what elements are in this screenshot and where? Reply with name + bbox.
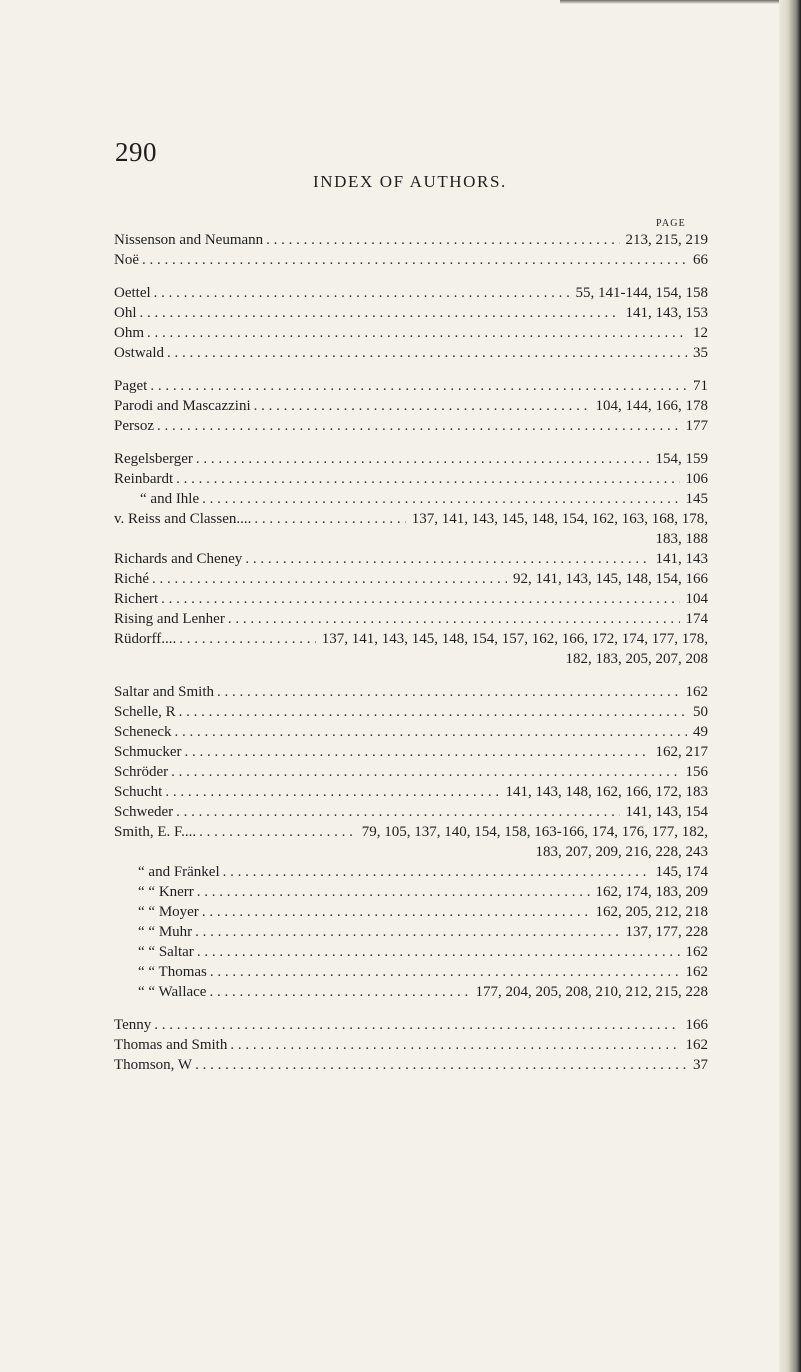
dot-leader: [171, 762, 679, 782]
dot-leader: [195, 1055, 687, 1075]
page-references: 104, 144, 166, 178: [595, 398, 708, 414]
index-entry: [114, 509, 708, 529]
dot-leader: [202, 902, 590, 922]
dot-leader: [154, 283, 570, 303]
index-entry: [114, 489, 708, 509]
index-entry: [114, 722, 708, 742]
dot-leader: [254, 396, 590, 416]
page-references: 92, 141, 143, 145, 148, 154, 166: [513, 571, 708, 587]
page-references: 55, 141-144, 154, 158: [575, 285, 708, 301]
page-references: 156: [685, 764, 708, 780]
dot-leader: [167, 343, 687, 363]
dot-leader: [176, 469, 679, 489]
index-entry: [114, 702, 708, 722]
index-entry: [114, 549, 708, 569]
page-references: 66: [693, 252, 708, 268]
index-entry: [114, 922, 708, 942]
page-references: 137, 177, 228: [625, 924, 708, 940]
author-index: [114, 230, 708, 1075]
author-name: “ “ Knerr: [138, 884, 194, 900]
index-entry: [114, 1055, 708, 1075]
author-name: Persoz: [114, 418, 154, 434]
dot-leader: [197, 942, 680, 962]
author-name: Noë: [114, 252, 139, 268]
author-name: v. Reiss and Classen....: [114, 511, 252, 527]
index-entry: [114, 323, 708, 343]
page-references: 162, 217: [655, 744, 708, 760]
author-name: Oettel: [114, 285, 151, 301]
author-name: Ohm: [114, 325, 144, 341]
page-number: 290: [115, 137, 157, 167]
running-head: INDEX OF AUTHORS.: [313, 172, 507, 191]
dot-leader: [199, 822, 356, 842]
index-entry: [114, 469, 708, 489]
index-entry: [114, 1015, 708, 1035]
page-column-label: PAGE: [656, 218, 686, 229]
page-references: 166: [685, 1017, 708, 1033]
author-name: Regelsberger: [114, 451, 193, 467]
page-references: 154, 159: [655, 451, 708, 467]
page-references: 162: [685, 944, 708, 960]
dot-leader: [184, 742, 649, 762]
author-name: Paget: [114, 378, 148, 394]
page-references-continued: 183, 188: [655, 531, 708, 547]
dot-leader: [228, 609, 680, 629]
index-entry: [114, 376, 708, 396]
author-name: Schelle, R: [114, 704, 176, 720]
page-references-continued: 183, 207, 209, 216, 228, 243: [535, 844, 708, 860]
index-entry: [114, 982, 708, 1002]
dot-leader: [157, 416, 680, 436]
dot-leader: [202, 489, 679, 509]
index-entry: [114, 762, 708, 782]
page-references: 37: [693, 1057, 708, 1073]
page-references: 162: [685, 684, 708, 700]
dot-leader: [196, 449, 650, 469]
page-references: 79, 105, 137, 140, 154, 158, 163-166, 174, 176, 177, 182,: [361, 824, 708, 840]
index-letter-group: [114, 230, 708, 270]
author-name: Ostwald: [114, 345, 164, 361]
dot-leader: [150, 376, 687, 396]
page-references: 50: [693, 704, 708, 720]
page-references: 12: [693, 325, 708, 341]
page-references: 137, 141, 143, 145, 148, 154, 162, 163, 168, 178,: [411, 511, 708, 527]
page-references: 106: [685, 471, 708, 487]
author-name: Tenny: [114, 1017, 152, 1033]
dot-leader: [154, 1015, 679, 1035]
dot-leader: [245, 549, 649, 569]
index-letter-group: [114, 376, 708, 436]
page-references-continued: 182, 183, 205, 207, 208: [565, 651, 708, 667]
index-entry: [114, 250, 708, 270]
author-name: Schucht: [114, 784, 163, 800]
index-entry: [114, 682, 708, 702]
index-entry: [114, 942, 708, 962]
author-name: Riché: [114, 571, 149, 587]
page-references: 162, 205, 212, 218: [595, 904, 708, 920]
author-name: Thomson, W: [114, 1057, 193, 1073]
index-letter-group: [114, 682, 708, 1002]
dot-leader: [230, 1035, 679, 1055]
index-entry: [114, 230, 708, 250]
dot-leader: [197, 882, 590, 902]
author-name: Saltar and Smith: [114, 684, 214, 700]
page-references: 141, 143, 153: [625, 305, 708, 321]
page-references: 174: [685, 611, 708, 627]
dot-leader: [254, 509, 405, 529]
page-references: 49: [693, 724, 708, 740]
dot-leader: [210, 962, 680, 982]
page-references: 137, 141, 143, 145, 148, 154, 157, 162, 166, 172, 174, 177, 178,: [321, 631, 708, 647]
page-references: 213, 215, 219: [625, 232, 708, 248]
author-name: Reinbardt: [114, 471, 174, 487]
index-entry: [114, 303, 708, 323]
author-name: “ and Fränkel: [138, 864, 220, 880]
page-references: 141, 143, 148, 162, 166, 172, 183: [505, 784, 708, 800]
dot-leader: [179, 702, 687, 722]
dot-leader: [209, 982, 469, 1002]
dot-leader: [266, 230, 619, 250]
index-entry: [114, 742, 708, 762]
dot-leader: [223, 862, 650, 882]
page-references: 71: [693, 378, 708, 394]
author-name: “ “ Moyer: [138, 904, 199, 920]
index-letter-group: [114, 283, 708, 363]
author-name: Thomas and Smith: [114, 1037, 228, 1053]
author-name: Smith, E. F....: [114, 824, 197, 840]
author-name: “ “ Wallace: [138, 984, 207, 1000]
dot-leader: [174, 722, 687, 742]
page-references: 104: [685, 591, 708, 607]
index-entry: [114, 609, 708, 629]
index-entry: [114, 882, 708, 902]
index-entry: [114, 822, 708, 842]
page-references: 177, 204, 205, 208, 210, 212, 215, 228: [475, 984, 708, 1000]
author-name: Parodi and Mascazzini: [114, 398, 251, 414]
page-references: 145, 174: [655, 864, 708, 880]
page-references: 35: [693, 345, 708, 361]
index-entry: [114, 569, 708, 589]
author-name: Nissenson and Neumann: [114, 232, 264, 248]
index-entry: [114, 902, 708, 922]
dot-leader: [176, 802, 619, 822]
page-references: 145: [685, 491, 708, 507]
author-name: Rüdorff....: [114, 631, 177, 647]
index-entry: [114, 962, 708, 982]
index-entry: [114, 782, 708, 802]
index-entry: [114, 629, 708, 649]
page-references: 141, 143, 154: [625, 804, 708, 820]
author-name: “ “ Thomas: [138, 964, 207, 980]
author-name: “ “ Saltar: [138, 944, 194, 960]
page-binding-shadow: [779, 0, 801, 1372]
index-entry: [114, 802, 708, 822]
dot-leader: [217, 682, 680, 702]
dot-leader: [179, 629, 316, 649]
dot-leader: [161, 589, 679, 609]
author-name: Richert: [114, 591, 159, 607]
author-name: Schmucker: [114, 744, 182, 760]
page-references: 162, 174, 183, 209: [595, 884, 708, 900]
author-name: Rising and Lenher: [114, 611, 225, 627]
author-name: Schröder: [114, 764, 169, 780]
page-references: 141, 143: [655, 551, 708, 567]
index-entry: [114, 862, 708, 882]
author-name: Scheneck: [114, 724, 172, 740]
index-entry: [114, 589, 708, 609]
author-name: “ “ Muhr: [138, 924, 193, 940]
dot-leader: [152, 569, 507, 589]
index-entry: [114, 283, 708, 303]
index-letter-group: [114, 1015, 708, 1075]
dot-leader: [195, 922, 619, 942]
author-name: Richards and Cheney: [114, 551, 243, 567]
index-entry: [114, 416, 708, 436]
index-entry: [114, 449, 708, 469]
dot-leader: [142, 250, 687, 270]
dot-leader: [147, 323, 687, 343]
index-entry: [114, 1035, 708, 1055]
dot-leader: [140, 303, 620, 323]
page-top-shadow: [560, 0, 801, 4]
author-name: Schweder: [114, 804, 174, 820]
page-references: 162: [685, 964, 708, 980]
dot-leader: [165, 782, 499, 802]
page-references: 162: [685, 1037, 708, 1053]
index-entry: [114, 396, 708, 416]
author-name: Ohl: [114, 305, 137, 321]
page-references: 177: [685, 418, 708, 434]
index-letter-group: [114, 449, 708, 669]
author-name: “ and Ihle: [140, 491, 200, 507]
index-entry: [114, 343, 708, 363]
